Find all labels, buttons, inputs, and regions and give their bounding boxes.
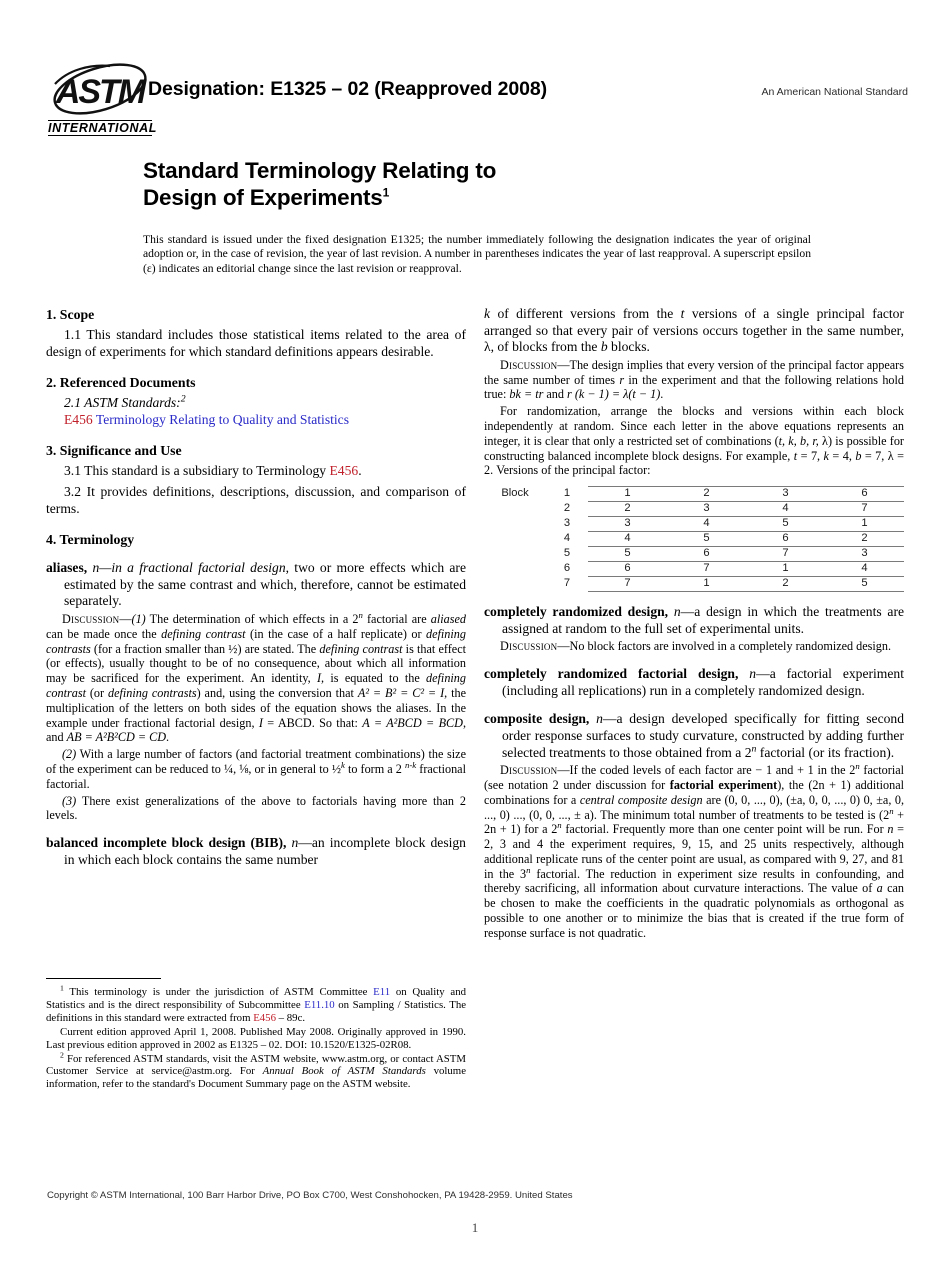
term-aliases-definition: , two or more effects which are estimated by the same contrast and which, therefore, cannot be estimated separately. <box>64 560 466 609</box>
disc1-italic-2: defining contrast <box>161 626 246 641</box>
block-number-cell: 6 <box>563 562 571 575</box>
fn1-text-4: – 89c. <box>275 1011 306 1024</box>
block-design-table-wrapper <box>484 486 904 592</box>
block-version-cell: 1 <box>746 562 825 577</box>
fn1-link-e456[interactable]: E456 <box>253 1011 276 1024</box>
disc3-text-1: There exist generalizations of the above to factorials having more than 2 levels. <box>46 793 466 823</box>
disc1-equation-1: A² = B² = C² = I <box>357 685 445 700</box>
block-version-cell: 3 <box>746 487 825 502</box>
block-version-cell: 3 <box>667 502 746 517</box>
bib-cont-italic-1: k <box>484 306 491 321</box>
term-aliases-scope: —in a fractional factorial design <box>99 560 286 576</box>
comp-text-8: factorial. The reduction in experiment size results in confounding, and thereby sacrificing, all information about curvature interactions. The value of <box>484 866 904 896</box>
fn1-link-e1110[interactable]: E11.10 <box>304 998 335 1011</box>
comp-text-9: can be chosen to make the coefficients in the quadratic polynomials as orthogonal as possible to one another or to minimize the bias that is created if the true form of response surface is not quadratic. <box>484 881 904 940</box>
bib-disc1-italic-1: r <box>619 372 625 387</box>
section-3-paragraph-2: 3.2 It provides definitions, descriptions, discussion, and comparison of terms. <box>46 483 466 516</box>
term-completely-randomized-design <box>484 604 904 637</box>
crd-discussion-text: —No block factors are involved in a completely randomized design. <box>557 639 892 654</box>
astm-logo-icon <box>50 58 150 120</box>
footnote-2-marker: 2 <box>60 1049 64 1059</box>
bib-disc2-text-3: = 7, <box>797 448 824 463</box>
bib-disc1-text-1: —The design implies that every version of the principal factor appears the same number of times <box>484 357 904 387</box>
table-row <box>484 532 904 547</box>
disc1-italic-3: defining contrasts <box>46 626 466 656</box>
block-version-cell: 2 <box>825 532 904 547</box>
fn2-italic-1: Annual Book of ASTM Standards <box>262 1065 426 1078</box>
block-number-cell: 2 <box>563 502 571 515</box>
bib-disc1-text-3: and <box>543 387 568 402</box>
fn2-text-1: For referenced ASTM standards, visit the ASTM website, www.astm.org, or contact ASTM Customer Service at service@astm.org. For <box>46 1052 466 1078</box>
term-composite-text-1: —a design developed specifically for fitting second order response surfaces to study curvature, constructed by adding further selected treatments to those obtained from a 2 <box>502 711 904 760</box>
astm-logo <box>48 58 157 140</box>
term-composite-sup-1: n <box>751 742 757 754</box>
block-version-cell: 5 <box>746 517 825 532</box>
footnote-2 <box>46 1049 466 1092</box>
block-design-table <box>484 486 904 592</box>
section-3-text-b: . <box>358 463 362 479</box>
comp-italic-1: central composite design <box>579 792 703 807</box>
term-crd-definition: —a design in which the treatments are assigned at random to the full set of experimental units. <box>502 604 905 636</box>
term-crfd-pos: n <box>749 666 757 682</box>
term-aliases <box>46 560 466 610</box>
disc2-text-1: With a large number of factors (and factorial treatment combinations) the size of the experiment can be reduced to ¼, ⅛, or in general to ½ <box>46 747 466 776</box>
footnote-1-marker: 1 <box>60 983 64 993</box>
comp-text-2: factorial (see notation 2 under discussion for <box>484 763 904 792</box>
block-version-cell: 7 <box>588 577 667 592</box>
left-column <box>46 306 466 868</box>
footnote-1 <box>46 983 467 1025</box>
term-composite-name: composite design, <box>484 711 590 727</box>
disc1-italic-5: I, <box>317 671 325 686</box>
block-table-label: Block <box>501 487 529 500</box>
bib-cont-text-1: of different versions from the <box>490 306 681 321</box>
composite-discussion <box>484 763 904 941</box>
disc1-text-9: ) and, using the conversion that <box>196 685 358 700</box>
section-4-heading: 4. Terminology <box>46 532 135 548</box>
term-balanced-incomplete-block-design <box>46 835 466 868</box>
title-line-2: Design of Experiments <box>143 185 383 210</box>
block-table-label-empty <box>484 532 546 547</box>
bib-disc2-text-1: For randomization, arrange the blocks and versions within each block independently at random. Since each letter in the above equations represents an integer, it is clear that only a restricted set of combinations ( <box>484 404 904 448</box>
bib-disc1-text-2: in the experiment and that the following relations hold true: <box>484 372 904 402</box>
block-version-cell: 7 <box>667 562 746 577</box>
term-aliases-name: aliases, <box>46 560 88 576</box>
comp-text-3: ), the (2n + 1) additional combinations for a <box>484 777 905 807</box>
bib-disc2-text-5: = 7, λ = 2. Versions of the principal factor: <box>484 448 904 478</box>
block-table-label-empty <box>484 577 546 592</box>
disc2-sup-1: k <box>340 759 345 770</box>
bib-cont-italic-3: b <box>600 339 608 355</box>
block-version-cell: 5 <box>588 547 667 562</box>
crd-discussion-label: Discussion <box>500 639 558 654</box>
bib-disc2-italic-1: t, k, b, r, <box>778 433 819 448</box>
block-version-cell: 4 <box>825 562 904 577</box>
section-3-text-a: 3.1 This standard is a subsidiary to Terminology <box>64 463 330 479</box>
block-number-cell: 4 <box>563 532 571 545</box>
block-version-cell: 3 <box>588 517 667 532</box>
section-3-heading: 3. Significance and Use <box>46 443 182 459</box>
discussion-label: Discussion <box>62 611 120 626</box>
disc1-text-6: is that effect (or effects), usually thought to be of no consequence, about which all information may be sacrificed for the experiment. An identity, <box>46 641 466 686</box>
block-version-cell: 4 <box>667 517 746 532</box>
comp-sup-2: n <box>889 805 894 816</box>
title-line-1: Standard Terminology Relating to <box>143 158 497 183</box>
term-aliases-pos: n <box>92 560 100 576</box>
comp-text-7: = 2, 3 and 4 the experiment requires, 9, 15, and 25 units respectively, although additional replicate runs of the center point are usual, as compared with 9, 27, and 81 in the 3 <box>484 822 905 881</box>
comp-sup-1: n <box>855 761 860 772</box>
term-composite-design <box>484 711 904 761</box>
disc1-text-5: (for a fraction smaller than ½) are stated. The <box>90 641 320 656</box>
section-3-reference-link[interactable]: E456 <box>329 463 359 479</box>
fn1-text-1: This terminology is under the jurisdiction of ASTM Committee <box>63 986 374 998</box>
footnote-rule <box>46 978 161 979</box>
page-number: 1 <box>471 1220 479 1235</box>
bib-disc1-text-4: . <box>660 387 664 402</box>
title-footnote-marker: 1 <box>382 185 390 200</box>
bib-cont-italic-2: t <box>680 306 685 321</box>
fn1-link-e11[interactable]: E11 <box>373 986 391 998</box>
table-row <box>484 547 904 562</box>
comp-text-1: —If the coded levels of each factor are − 1 and + 1 in the 2 <box>557 763 856 778</box>
section-1-paragraph: 1.1 This standard includes those statistical items related to the area of design of experiments for which standard definitions appears desirable. <box>46 327 466 359</box>
block-number-cell: 1 <box>563 487 571 500</box>
bib-definition-continued <box>484 306 904 356</box>
block-version-cell: 5 <box>825 577 904 592</box>
footnote-1-edition: Current edition approved April 1, 2008. Published May 2008. Originally approved in 1990. Last previous edition approved in 2002 as E1325 – 02. DOI: 10.1520/E1325-02R08. <box>46 1025 466 1051</box>
bib-cont-text-3: blocks. <box>607 339 650 355</box>
disc1-text-12: , and <box>46 715 466 745</box>
table-row <box>484 577 904 592</box>
comp-text-4: are (0, 0, ..., 0), (±a, 0, 0, ..., 0) 0, ±a, 0, ..., 0) ..., (0, 0, ..., ± a). The minimum total number of treatments to be tested is (2 <box>484 792 905 822</box>
block-table-label-empty <box>484 562 546 577</box>
block-version-cell: 6 <box>746 532 825 547</box>
comp-italic-2: n <box>887 822 894 837</box>
aliases-discussion-1: Discussion—(1) The determination of which effects in a 2$^n$ factorial are aliased can be made once the defining contrast (in the case of a half replicate) or defining contrasts (for a fraction smaller than ½) are stated. The defining contrast is that effect (or effects), usually thought to be of no consequence, about which all information may be sacrificed for the experiment. An identity, I, is equated to the defining contrast (or defining contrasts) and, using the conversion that A² = B² = C² = I, the multiplication of the letters on both sides of the equation shows the aliases. In the example under fractional factorial design, I = ABCD. So that: A = A²BCD = BCD, and AB = A²B²CD = CD. <box>46 609 466 745</box>
comp-italic-3: a <box>876 881 883 896</box>
crd-discussion <box>484 639 904 654</box>
astm-standards-subheading <box>46 395 466 412</box>
disc2-text-3: fractional factorial. <box>46 761 466 791</box>
footnotes-block <box>46 978 466 1091</box>
term-completely-randomized-factorial-design <box>484 666 904 699</box>
block-version-cell: 7 <box>825 502 904 517</box>
svg-text:ASTM: ASTM <box>55 73 145 111</box>
disc1-italic-6: defining contrast <box>46 671 466 700</box>
disc1-equation-2: A = A²BCD = BCD <box>362 715 463 730</box>
disc1-text-3: can be made once the <box>46 626 162 641</box>
table-row <box>484 487 904 502</box>
section-1-heading: 1. Scope <box>46 307 95 322</box>
bib-discussion-1 <box>484 358 904 402</box>
bib-disc2-text-4: = 4, <box>828 448 856 463</box>
bib-cont-text-2: versions of a single principal factor arranged so that every pair of versions occurs together in the same number, λ, of blocks from the <box>484 306 904 355</box>
comp-sup-3: n <box>557 820 562 831</box>
reference-code[interactable]: E456 <box>64 411 93 427</box>
block-version-cell: 2 <box>746 577 825 592</box>
comp-text-6: factorial. Frequently more than one center point will be run. For <box>561 822 888 837</box>
fn1-text-2: on Quality and Statistics and is the direct responsibility of Subcommittee <box>46 986 466 1011</box>
block-number-cell: 3 <box>563 517 571 530</box>
disc1-text-1: The determination of which effects in a 2 <box>145 611 359 626</box>
disc2-text-2: to form a 2 <box>344 761 405 776</box>
block-version-cell: 2 <box>667 487 746 502</box>
table-row <box>484 562 904 577</box>
disc1-italic-8: I <box>258 715 263 730</box>
designation-line: Designation: E1325 – 02 (Reapproved 2008) <box>148 78 548 100</box>
block-version-cell: 1 <box>825 517 904 532</box>
bib-discussion-label: Discussion <box>500 357 558 372</box>
bib-disc2-text-2: λ) is possible for constructing balanced incomplete block designs. For example, <box>484 433 904 463</box>
disc1-sup-1: n <box>358 609 363 620</box>
bib-disc2-italic-2: t <box>793 448 798 463</box>
disc3-item-number: (3) <box>62 793 77 808</box>
document-header <box>48 58 908 144</box>
section-3-paragraph-1 <box>46 463 466 480</box>
term-composite-text-2: factorial (or its fraction). <box>756 744 895 760</box>
disc1-text-11: = ABCD. So that: <box>262 715 363 730</box>
term-bib-definition: —an incomplete block design in which each block contains the same number <box>64 835 466 867</box>
block-version-cell: 6 <box>588 562 667 577</box>
block-version-cell: 2 <box>588 502 667 517</box>
block-number-cell: 5 <box>563 547 571 560</box>
block-table-label-empty <box>484 517 546 532</box>
comp-sup-4: n <box>526 864 531 875</box>
term-crfd-name: completely randomized factorial design, <box>484 666 739 682</box>
disc1-italic-7: defining contrasts <box>108 685 197 700</box>
bib-disc2-italic-3: k <box>823 448 829 463</box>
disc1-equation-3: AB = A²B²CD = CD <box>66 730 167 745</box>
fn1-text-3: on Sampling / Statistics. The definitions in this standard were extracted from <box>46 998 467 1024</box>
bib-discussion-2 <box>484 404 904 478</box>
bib-disc2-italic-4: b <box>855 448 862 463</box>
comp-bold-1: factorial experiment <box>669 777 778 792</box>
block-version-cell: 4 <box>588 532 667 547</box>
block-number-cell: 7 <box>563 577 571 590</box>
block-version-cell: 7 <box>746 547 825 562</box>
composite-discussion-label: Discussion <box>500 763 558 778</box>
disc1-text-8: (or <box>85 685 109 700</box>
astm-logo-wordmark: INTERNATIONAL <box>48 121 157 135</box>
block-version-cell: 6 <box>667 547 746 562</box>
disc2-item-number: (2) <box>62 747 77 762</box>
disc1-text-10: , the multiplication of the letters on both sides of the equation shows the aliases. In the example under fractional factorial design, <box>46 685 466 730</box>
block-version-cell: 6 <box>825 487 904 502</box>
term-bib-pos: n <box>291 835 299 851</box>
bib-disc1-equation-1: bk = tr <box>509 387 544 402</box>
right-column <box>484 306 904 941</box>
block-version-cell: 5 <box>667 532 746 547</box>
disc2-sup-2: n-k <box>404 759 417 770</box>
title-block <box>143 157 843 276</box>
reference-title[interactable]: Terminology Relating to Quality and Statistics <box>95 411 350 427</box>
block-version-cell: 3 <box>825 547 904 562</box>
term-composite-pos: n <box>596 711 603 727</box>
block-table-label-empty <box>484 547 546 562</box>
disc1-text-7: is equated to the <box>324 671 427 686</box>
disc1-text-2: factorial are <box>362 611 431 626</box>
fn2-text-2: volume information, refer to the standard's Document Summary page on the ASTM website. <box>46 1065 466 1091</box>
issued-note: This standard is issued under the fixed designation E1325; the number immediately following the designation indicates the year of original adoption or, in the case of revision, the year of last revision. A number in parentheses indicates the year of last reapproval. A superscript epsilon (ε) indicates an editorial change since the last revision or reapproval. <box>143 233 811 275</box>
disc1-italic-1: aliased <box>430 611 466 626</box>
block-version-cell: 4 <box>746 502 825 517</box>
section-2-heading: 2. Referenced Documents <box>46 375 196 391</box>
term-bib-name: balanced incomplete block design (BIB), <box>46 835 287 851</box>
astm-standards-footnote-marker: 2 <box>180 393 186 405</box>
reference-e456[interactable] <box>46 412 466 429</box>
term-crd-name: completely randomized design, <box>484 604 669 620</box>
table-row <box>484 517 904 532</box>
term-crd-pos: n <box>673 604 681 620</box>
comp-text-5: + 2n + 1) for a 2 <box>484 807 905 837</box>
disc1-text-4: (in the case of a half replicate) or <box>245 626 427 641</box>
page-title <box>143 157 843 211</box>
term-crfd-definition: —a factorial experiment (including all replications) run in a completely randomized design. <box>502 666 904 698</box>
disc1-text-13: . <box>166 730 170 745</box>
discussion-item-number: (1) <box>131 611 146 626</box>
block-version-cell: 1 <box>588 487 667 502</box>
copyright-line: Copyright © ASTM International, 100 Barr Harbor Drive, PO Box C700, West Conshohocken, PA 19428-2959. United States <box>47 1190 573 1201</box>
ansi-note: An American National Standard <box>761 86 908 98</box>
astm-standards-label: 2.1 ASTM Standards: <box>64 395 181 411</box>
block-version-cell: 1 <box>667 577 746 592</box>
block-table-label-empty <box>484 502 546 517</box>
bib-disc1-equation-2: r (k − 1) = λ(t − 1) <box>567 387 661 402</box>
aliases-discussion-3 <box>46 794 466 824</box>
disc1-italic-4: defining contrast <box>319 641 403 656</box>
aliases-discussion-2 <box>46 747 466 791</box>
table-row <box>484 502 904 517</box>
